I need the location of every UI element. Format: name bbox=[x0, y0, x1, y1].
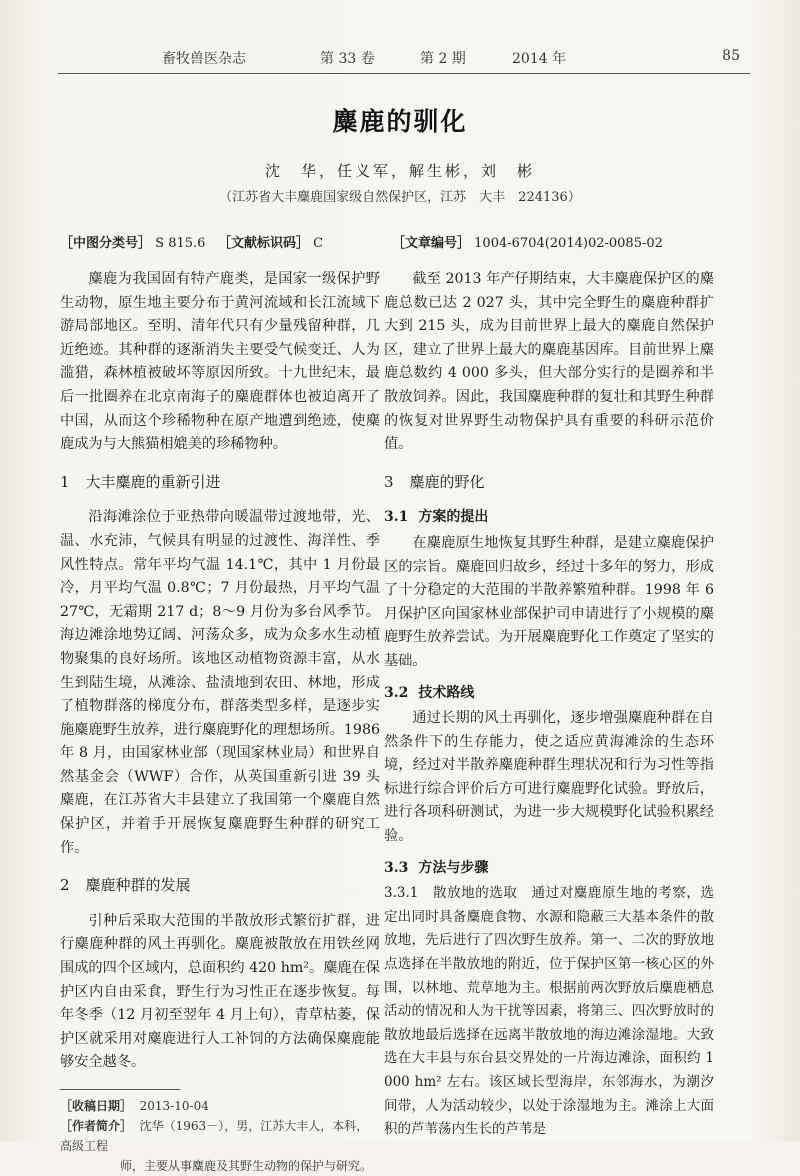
section-3-3-1-paragraph: 3.3.1 散放地的选取 通过对麋鹿原生地的考察，选定出同时具备麋鹿食物、水源和隐蔽三大基本条件的散放地，先后进行了四次野生放养。第一、二次的野放地点选择在半散放地的附近，位于保护区第一核心区的外围，以林地、荒草地为主。根据前两次野放后麋鹿栖息活动的情况和人为干扰等因素，将第三、四次野放时的散放地最后选择在远离半散放地的海边滩涂湿地。大致选在大丰县与东台县交界处的一片海边滩涂，面积约 1 000 hm² 左右。该区域长型海岸，东邻海水，为潮汐间带，人为活动较少，以处于涂湿地为主。滩涂上大面积的芦苇荡内生长的芦苇是 bbox=[384, 885, 714, 1138]
section-3-3-heading bbox=[384, 857, 714, 881]
received-date: 2013-10-04 bbox=[139, 1099, 209, 1113]
author-bio-2: 师，主要从事麋鹿及其野生动物的保护与研究。 bbox=[120, 1159, 373, 1173]
author-bio-1: 沈华（1963－），男，江苏大丰人，本科，高级工程 bbox=[60, 1119, 369, 1153]
section-3-1-heading bbox=[384, 506, 714, 530]
subsection-title: 方法与步骤 bbox=[418, 859, 489, 876]
section-title: 麋鹿种群的发展 bbox=[85, 876, 191, 895]
section-3-heading bbox=[384, 471, 714, 495]
author-label: ［作者简介］ bbox=[60, 1119, 133, 1133]
journal-name: 畜牧兽医杂志 bbox=[162, 51, 246, 67]
affiliation: （江苏省大丰麋鹿国家级自然保护区，江苏 大丰 224136） bbox=[219, 190, 581, 205]
header-rule bbox=[58, 73, 750, 74]
section-3-2-paragraph: 通过长期的风土再驯化，逐步增强麋鹿种群在自然条件下的生存能力，使之适应黄海滩涂的生态环境，经过对半散养麋鹿种群生理状况和行为习性等指标进行综合评价后方可进行麋鹿野化试验。野放后，进行各项科研测试，为进一步大规模野化试验积累经验。 bbox=[384, 710, 714, 845]
intro-paragraph: 麋鹿为我国固有特产鹿类，是国家一级保护野生动物，原生地主要分布于黄河流域和长江流域下游局部地区。至明、清年代只有少量残留种群，几近绝迹。其种群的逐渐消失主要受气候变迁、人为滥猎，森林植被破坏等原因所致。十九世纪末，最后一批圈养在北京南海子的麋鹿群体也被迫离开了中国，从而这个珍稀物种在原产地遭到绝迹，使麋鹿成为与大熊猫相媲美的珍稀物种。 bbox=[60, 271, 380, 453]
subsection-number: 3.1 bbox=[384, 509, 409, 526]
subsection-title: 技术路线 bbox=[418, 684, 475, 701]
received-label: ［收稿日期］ bbox=[60, 1099, 133, 1113]
article-number bbox=[392, 232, 663, 251]
issue: 第 2 期 bbox=[420, 51, 466, 67]
section-number: 1 bbox=[60, 472, 70, 491]
subsection-number: 3.3 bbox=[384, 859, 409, 876]
page-number: 85 bbox=[722, 48, 740, 64]
doc-code bbox=[218, 232, 323, 251]
footnote-rule bbox=[60, 1089, 180, 1090]
section-title: 麋鹿的野化 bbox=[409, 472, 485, 491]
art-value: 1004-6704(2014)02-0085-02 bbox=[474, 236, 663, 251]
year: 2014 年 bbox=[512, 51, 567, 67]
right-column bbox=[384, 268, 714, 1144]
authors: 沈 华，任义军，解生彬，刘 彬 bbox=[264, 162, 535, 180]
subsection-number: 3.2 bbox=[384, 684, 409, 701]
section-title: 大丰麋鹿的重新引进 bbox=[85, 472, 221, 491]
clc-label: ［中图分类号］ bbox=[60, 236, 152, 251]
section-1-paragraph: 沿海滩涂位于亚热带向暖温带过渡地带，光、温、水充沛，气候具有明显的过渡性、海洋性、季风性特点。常年平均气温 14.1℃，其中 1 月份最冷，月平均气温 0.8℃；7 月份最热，月平均气温 27℃，无霜期 217 d；8～9 月份为多台风季节。海边滩涂地势辽阔、河荡众多，成为众多水生动植物聚集的良好场所。该地区动植物资源丰富，从水生到陆生境，从滩涂、盐渍地到农田、林地，形成了植物群落的梯度分布，群落类型多样，是逐步实施麋鹿野生放养，进行麋鹿野化的理想场所。1986 年 8 月，由国家林业部（现国家林业局）和世界自然基金会（WWF）合作，从英国重新引进 39 头麋鹿，在江苏省大丰县建立了我国第一个麋鹿自然保护区，并着手开展恢复麋鹿野生种群的研究工作。 bbox=[60, 509, 380, 856]
doc-value: C bbox=[313, 236, 324, 251]
section-number: 3 bbox=[384, 472, 394, 491]
section-3-2-heading bbox=[384, 682, 714, 706]
subsection-title: 方案的提出 bbox=[418, 509, 489, 526]
stats-paragraph: 截至 2013 年产仔期结束，大丰麋鹿保护区的麋鹿总数已达 2 027 头，其中完全野生的麋鹿种群扩大到 215 头，成为目前世界上最大的麋鹿自然保护区，建立了世界上最大的麋鹿基因库。目前世界上麋鹿总数约 4 000 多头，但大部分实行的是圈养和半散放饲养。因此，我国麋鹿种群的复壮和其野生种群的恢复对世界野生动物保护具有重要的科研示范价值。 bbox=[384, 271, 714, 453]
section-2-heading bbox=[60, 874, 380, 898]
article-title: 麋鹿的驯化 bbox=[332, 107, 468, 136]
clc-number bbox=[60, 232, 205, 251]
section-3-1-paragraph: 在麋鹿原生地恢复其野生种群，是建立麋鹿保护区的宗旨。麋鹿回归故乡，经过十多年的努力，形成了十分稳定的大范围的半散养繁殖种群。1998 年 6 月保护区向国家林业部保护司申请进行了小规模的麋鹿野生放养尝试。为开展麋鹿野化工作奠定了坚实的基础。 bbox=[384, 534, 714, 669]
running-header bbox=[100, 48, 740, 70]
section-number: 2 bbox=[60, 876, 70, 895]
left-column bbox=[60, 268, 380, 1176]
section-1-heading bbox=[60, 471, 380, 495]
art-label: ［文章编号］ bbox=[392, 236, 471, 251]
footnote-received bbox=[60, 1096, 380, 1116]
doc-label: ［文献标识码］ bbox=[218, 236, 310, 251]
section-2-paragraph: 引种后采取大范围的半散放形式繁衍扩群，进行麋鹿种群的风土再驯化。麋鹿被散放在用铁丝网围成的四个区域内，总面积约 420 hm²。麋鹿在保护区内自由采食，野生行为习性正在逐步恢复。每年冬季（12 月初至翌年 4 月上旬），青草枯萎，保护区就采用对麋鹿进行人工补饲的方法确保麋鹿能够安全越冬。 bbox=[60, 912, 380, 1071]
footnote-author bbox=[60, 1116, 380, 1156]
clc-value: S 815.6 bbox=[155, 236, 206, 251]
volume: 第 33 卷 bbox=[320, 51, 375, 67]
